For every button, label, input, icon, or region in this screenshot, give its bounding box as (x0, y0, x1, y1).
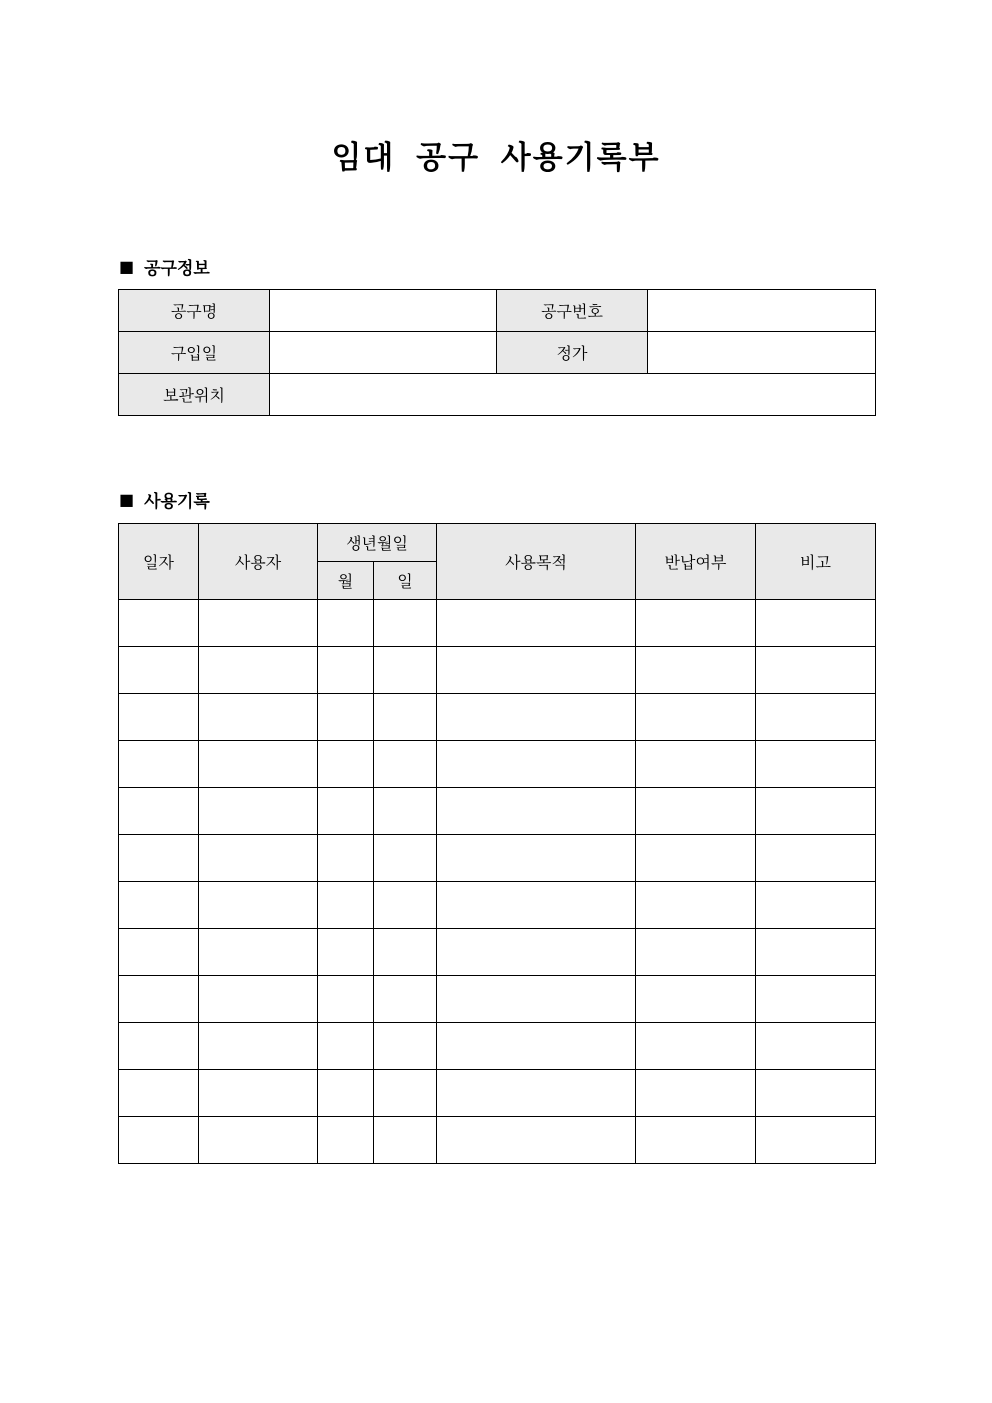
returned-cell[interactable] (636, 1070, 756, 1117)
table-row (119, 1070, 876, 1117)
header-note: 비고 (756, 524, 876, 600)
birth-month-cell[interactable] (318, 929, 374, 976)
price-label: 정가 (497, 332, 648, 374)
purpose-cell[interactable] (437, 882, 636, 929)
birth-month-cell[interactable] (318, 1117, 374, 1164)
table-row (119, 600, 876, 647)
birth-day-cell[interactable] (374, 600, 437, 647)
birth-month-cell[interactable] (318, 1070, 374, 1117)
purpose-cell[interactable] (437, 600, 636, 647)
user-cell[interactable] (199, 741, 318, 788)
birth-month-cell[interactable] (318, 741, 374, 788)
user-cell[interactable] (199, 694, 318, 741)
purchase-date-label: 구입일 (119, 332, 270, 374)
user-cell[interactable] (199, 835, 318, 882)
birth-day-cell[interactable] (374, 1117, 437, 1164)
birth-month-cell[interactable] (318, 647, 374, 694)
date-cell[interactable] (119, 1070, 199, 1117)
user-cell[interactable] (199, 1117, 318, 1164)
tool-number-field[interactable] (648, 290, 876, 332)
table-row (119, 741, 876, 788)
birth-day-cell[interactable] (374, 882, 437, 929)
user-cell[interactable] (199, 600, 318, 647)
user-cell[interactable] (199, 788, 318, 835)
note-cell[interactable] (756, 835, 876, 882)
header-returned: 반납여부 (636, 524, 756, 600)
user-cell[interactable] (199, 1070, 318, 1117)
note-cell[interactable] (756, 1070, 876, 1117)
tool-name-label: 공구명 (119, 290, 270, 332)
storage-location-label: 보관위치 (119, 374, 270, 416)
returned-cell[interactable] (636, 1117, 756, 1164)
section-heading-usage-record (119, 487, 210, 512)
date-cell[interactable] (119, 882, 199, 929)
purpose-cell[interactable] (437, 976, 636, 1023)
returned-cell[interactable] (636, 929, 756, 976)
table-row (119, 882, 876, 929)
table-row (119, 1023, 876, 1070)
header-birth-date: 생년월일 (318, 524, 437, 562)
tool-info-table (118, 289, 876, 416)
note-cell[interactable] (756, 1117, 876, 1164)
returned-cell[interactable] (636, 882, 756, 929)
returned-cell[interactable] (636, 741, 756, 788)
birth-month-cell[interactable] (318, 788, 374, 835)
date-cell[interactable] (119, 788, 199, 835)
table-row (119, 929, 876, 976)
date-cell[interactable] (119, 929, 199, 976)
purpose-cell[interactable] (437, 835, 636, 882)
usage-record-table (118, 523, 876, 1164)
birth-month-cell[interactable] (318, 600, 374, 647)
user-cell[interactable] (199, 882, 318, 929)
note-cell[interactable] (756, 647, 876, 694)
returned-cell[interactable] (636, 600, 756, 647)
birth-day-cell[interactable] (374, 647, 437, 694)
header-date: 일자 (119, 524, 199, 600)
returned-cell[interactable] (636, 647, 756, 694)
table-row (119, 1117, 876, 1164)
section-heading-label: 사용기록 (144, 492, 210, 512)
storage-location-field[interactable] (270, 374, 876, 416)
purpose-cell[interactable] (437, 788, 636, 835)
birth-month-cell[interactable] (318, 835, 374, 882)
date-cell[interactable] (119, 1117, 199, 1164)
birth-day-cell[interactable] (374, 835, 437, 882)
birth-day-cell[interactable] (374, 929, 437, 976)
note-cell[interactable] (756, 976, 876, 1023)
purpose-cell[interactable] (437, 694, 636, 741)
purpose-cell[interactable] (437, 647, 636, 694)
birth-month-cell[interactable] (318, 1023, 374, 1070)
date-cell[interactable] (119, 976, 199, 1023)
date-cell[interactable] (119, 1023, 199, 1070)
note-cell[interactable] (756, 788, 876, 835)
user-cell[interactable] (199, 647, 318, 694)
tool-name-field[interactable] (270, 290, 497, 332)
returned-cell[interactable] (636, 976, 756, 1023)
table-row (119, 694, 876, 741)
date-cell[interactable] (119, 647, 199, 694)
purpose-cell[interactable] (437, 1117, 636, 1164)
header-birth-month: 월 (318, 562, 374, 600)
birth-day-cell[interactable] (374, 976, 437, 1023)
date-cell[interactable] (119, 694, 199, 741)
purpose-cell[interactable] (437, 929, 636, 976)
header-user: 사용자 (199, 524, 318, 600)
note-cell[interactable] (756, 882, 876, 929)
note-cell[interactable] (756, 929, 876, 976)
tool-number-label: 공구번호 (497, 290, 648, 332)
returned-cell[interactable] (636, 788, 756, 835)
header-birth-day: 일 (374, 562, 437, 600)
page-title: 임대 공구 사용기록부 (331, 140, 661, 176)
table-row (119, 788, 876, 835)
birth-month-cell[interactable] (318, 694, 374, 741)
user-cell[interactable] (199, 976, 318, 1023)
purpose-cell[interactable] (437, 741, 636, 788)
birth-day-cell[interactable] (374, 788, 437, 835)
table-row (119, 976, 876, 1023)
purchase-date-field[interactable] (270, 332, 497, 374)
date-cell[interactable] (119, 741, 199, 788)
returned-cell[interactable] (636, 694, 756, 741)
purpose-cell[interactable] (437, 1023, 636, 1070)
birth-day-cell[interactable] (374, 694, 437, 741)
section-heading-label: 공구정보 (144, 259, 210, 279)
square-bullet-icon: ■ (119, 256, 135, 276)
birth-month-cell[interactable] (318, 882, 374, 929)
usage-record-body (119, 600, 876, 1164)
birth-day-cell[interactable] (374, 1070, 437, 1117)
note-cell[interactable] (756, 694, 876, 741)
price-field[interactable] (648, 332, 876, 374)
square-bullet-icon: ■ (119, 489, 135, 509)
returned-cell[interactable] (636, 1023, 756, 1070)
date-cell[interactable] (119, 600, 199, 647)
table-row (119, 647, 876, 694)
header-purpose: 사용목적 (437, 524, 636, 600)
birth-month-cell[interactable] (318, 976, 374, 1023)
date-cell[interactable] (119, 835, 199, 882)
note-cell[interactable] (756, 1023, 876, 1070)
user-cell[interactable] (199, 1023, 318, 1070)
user-cell[interactable] (199, 929, 318, 976)
purpose-cell[interactable] (437, 1070, 636, 1117)
note-cell[interactable] (756, 600, 876, 647)
birth-day-cell[interactable] (374, 741, 437, 788)
returned-cell[interactable] (636, 835, 756, 882)
birth-day-cell[interactable] (374, 1023, 437, 1070)
note-cell[interactable] (756, 741, 876, 788)
table-row (119, 835, 876, 882)
section-heading-tool-info (119, 254, 210, 279)
